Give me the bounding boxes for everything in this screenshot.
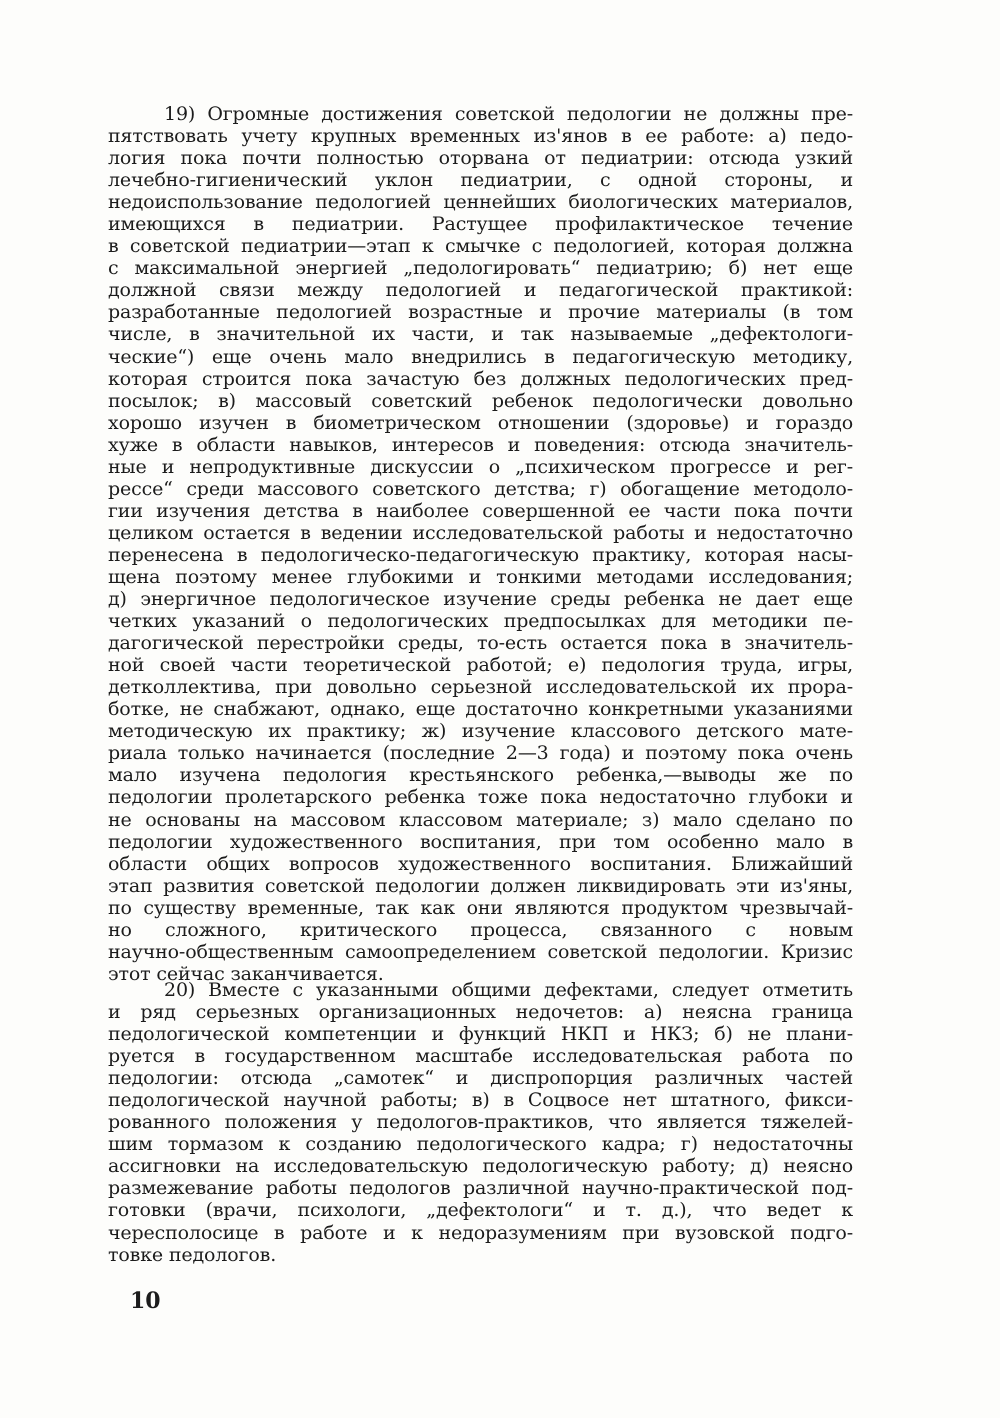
text-line: в советской педиатрии—этап к смычке с педологией, которая должна [108, 235, 853, 258]
text-line: логия пока почти полностью оторвана от педиатрии: отсюда узкий [108, 147, 853, 170]
text-line: ные и непродуктивные дискуссии о „психическом прогрессе и рег- [108, 455, 853, 478]
text-line: и ряд серьезных организационных недочетов: а) неясна граница [108, 1001, 853, 1024]
text-line: с максимальной энергией „педологировать“ педиатрию; б) нет еще [108, 257, 853, 280]
text-line: мало изучена педология крестьянского ребенка,—выводы же по [108, 764, 853, 787]
text-line: посылок; в) массовый советский ребенок педологически довольно [108, 389, 853, 412]
text-line: гии изучения детства в наиболее совершенной ее части пока почти [108, 499, 853, 522]
text-line: готовки (врачи, психологи, „дефектологи“ и т. д.), что ведет к [108, 1199, 853, 1222]
text-line: научно-общественным самоопределением советской педологии. Кризис [108, 940, 853, 963]
text-line: ной своей части теоретической работой; е) педология труда, игры, [108, 654, 853, 677]
text-line: области общих вопросов художественного воспитания. Ближайший [108, 852, 853, 875]
text-line: не основаны на массовом классовом материале; з) мало сделано по [108, 808, 853, 831]
text-line: педологии: отсюда „самотек“ и диспропорция различных частей [108, 1067, 853, 1090]
text-line: ческие“) еще очень мало внедрились в педагогическую методику, [108, 345, 853, 368]
text-line: педологии пролетарского ребенка тоже пока недостаточно глубоки и [108, 786, 853, 809]
text-line: ассигновки на исследовательскую педологическую работу; д) неясно [108, 1155, 853, 1178]
text-line: педологии художественного воспитания, при том особенно мало в [108, 830, 853, 853]
text-line: ботке, не снабжают, однако, еще достаточно конкретными указаниями [108, 698, 853, 721]
text-line: лечебно-гигиенический уклон педиатрии, с одной стороны, и [108, 169, 853, 192]
text-line: но сложного, критического процесса, связанного с новым [108, 918, 853, 941]
text-line: чересполосице в работе и к недоразумениям при вузовской подго- [108, 1221, 853, 1244]
text-line: д) энергичное педологическое изучение среды ребенка не дает еще [108, 588, 853, 611]
paragraph-20 [108, 979, 853, 1266]
text-line: четких указаний о педологических предпосылках для методики пе- [108, 610, 853, 633]
text-line: хорошо изучен в биометрическом отношении (здоровье) и гораздо [108, 411, 853, 434]
text-line: этот сейчас заканчивается. [108, 962, 384, 985]
text-line: риала только начинается (последние 2—3 года) и поэтому пока очень [108, 742, 853, 765]
paragraph-19 [108, 103, 853, 985]
text-line: шим тормазом к созданию педологического кадра; г) недостаточны [108, 1133, 853, 1156]
text-line: имеющихся в педиатрии. Растущее профилактическое течение [108, 213, 853, 236]
text-line: 20) Вместе с указанными общими дефектами, следует отметить [164, 979, 853, 1001]
text-line: детколлектива, при довольно серьезной исследовательской их прора- [108, 676, 853, 699]
text-line: рессе“ среди массового советского детства; г) обогащение методоло- [108, 477, 853, 500]
text-line: рованного положения у педологов-практиков, что является тяжелей- [108, 1111, 853, 1134]
text-line: разработанные педологией возрастные и прочие материалы (в том [108, 301, 853, 324]
text-line: должной связи между педологией и педагогической практикой: [108, 279, 853, 302]
text-line: целиком остается в ведении исследовательской работы и недостаточно [108, 521, 853, 544]
text-line: педологической научной работы; в) в Соцвосе нет штатного, фикси- [108, 1089, 853, 1112]
text-line: которая строится пока зачастую без должных педологических пред- [108, 367, 853, 390]
text-line: дагогической перестройки среды, то-есть остается пока в значитель- [108, 632, 853, 655]
text-line: пятствовать учету крупных временных из'янов в ее работе: а) педо- [108, 125, 853, 148]
text-line: этап развития советской педологии должен ликвидировать эти из'яны, [108, 874, 853, 897]
text-line: педологической компетенции и функций НКП и НКЗ; б) не плани- [108, 1023, 853, 1046]
text-line: размежевание работы педологов различной научно-практической под- [108, 1177, 853, 1200]
text-line: числе, в значительной их части, и так называемые „дефектологи- [108, 323, 853, 346]
text-line: недоиспользование педологией ценнейших биологических материалов, [108, 191, 853, 214]
text-line: по существу временные, так как они являются продуктом чрезвычай- [108, 896, 853, 919]
text-line: хуже в области навыков, интересов и поведения: отсюда значитель- [108, 433, 853, 456]
text-line: 19) Огромные достижения советской педологии не должны пре- [164, 103, 853, 125]
text-line: перенесена в педологическо-педагогическую практику, которая насы- [108, 543, 853, 566]
text-line: товке педологов. [108, 1243, 277, 1266]
text-line: методическую их практику; ж) изучение классового детского мате- [108, 720, 853, 743]
page-number: 10 [130, 1288, 161, 1314]
text-line: щена поэтому менее глубокими и тонкими методами исследования; [108, 565, 853, 588]
text-line: руется в государственном масштабе исследовательская работа по [108, 1045, 853, 1068]
